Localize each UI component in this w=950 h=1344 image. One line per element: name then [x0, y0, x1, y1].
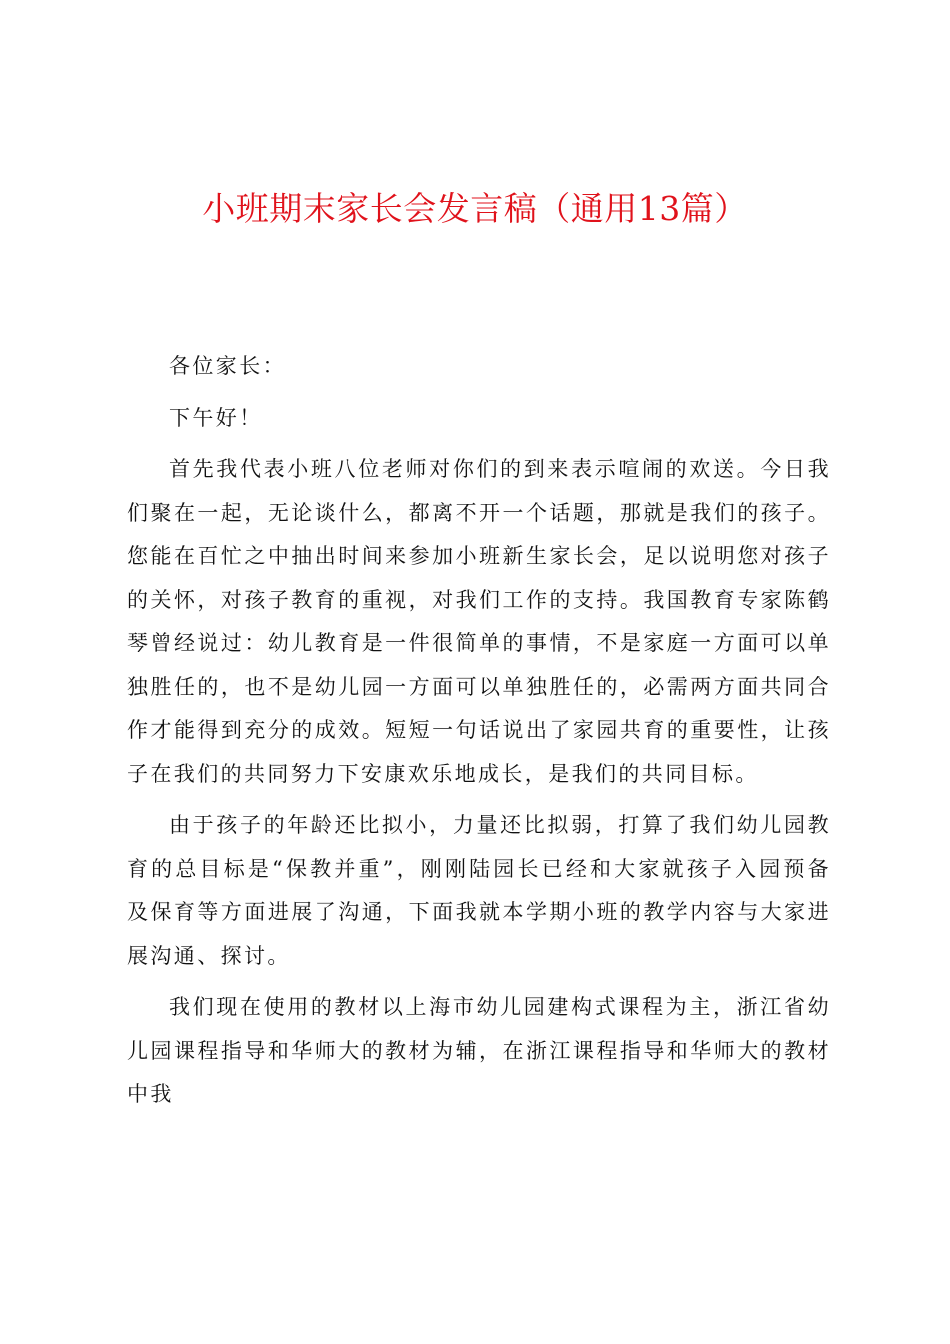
body-paragraph: 由于孩子的年龄还比拟小，力量还比拟弱，打算了我们幼儿园教育的总目标是“保教并重”，刚刚陆园长已经和大家就孩子入园预备及保育等方面进展了沟通，下面我就本学期小班的教学内容与大家进展沟通、探讨。 [127, 813, 831, 968]
document-body [127, 345, 831, 1125]
salutation-paragraph: 下午好！ [169, 405, 263, 430]
body-paragraph: 我们现在使用的教材以上海市幼儿园建构式课程为主，浙江省幼儿园课程指导和华师大的教材为辅，在浙江课程指导和华师大的教材中我 [127, 995, 831, 1106]
greeting-paragraph: 各位家长： [169, 354, 286, 378]
document-title: 小班期末家长会发言稿（通用13篇） [202, 189, 748, 228]
body-paragraph: 首先我代表小班八位老师对你们的到来表示喧闹的欢送。今日我们聚在一起，无论谈什么，都离不开一个话题，那就是我们的孩子。您能在百忙之中抽出时间来参加小班新生家长会，足以说明您对孩子的关怀，对孩子教育的重视，对我们工作的支持。我国教育专家陈鹤琴曾经说过：幼儿教育是一件很简单的事情，不是家庭一方面可以单独胜任的，也不是幼儿园一方面可以单独胜任的，必需两方面共同合作才能得到充分的成效。短短一句话说出了家园共育的重要性，让孩子在我们的共同努力下安康欢乐地成长，是我们的共同目标。 [127, 457, 831, 786]
